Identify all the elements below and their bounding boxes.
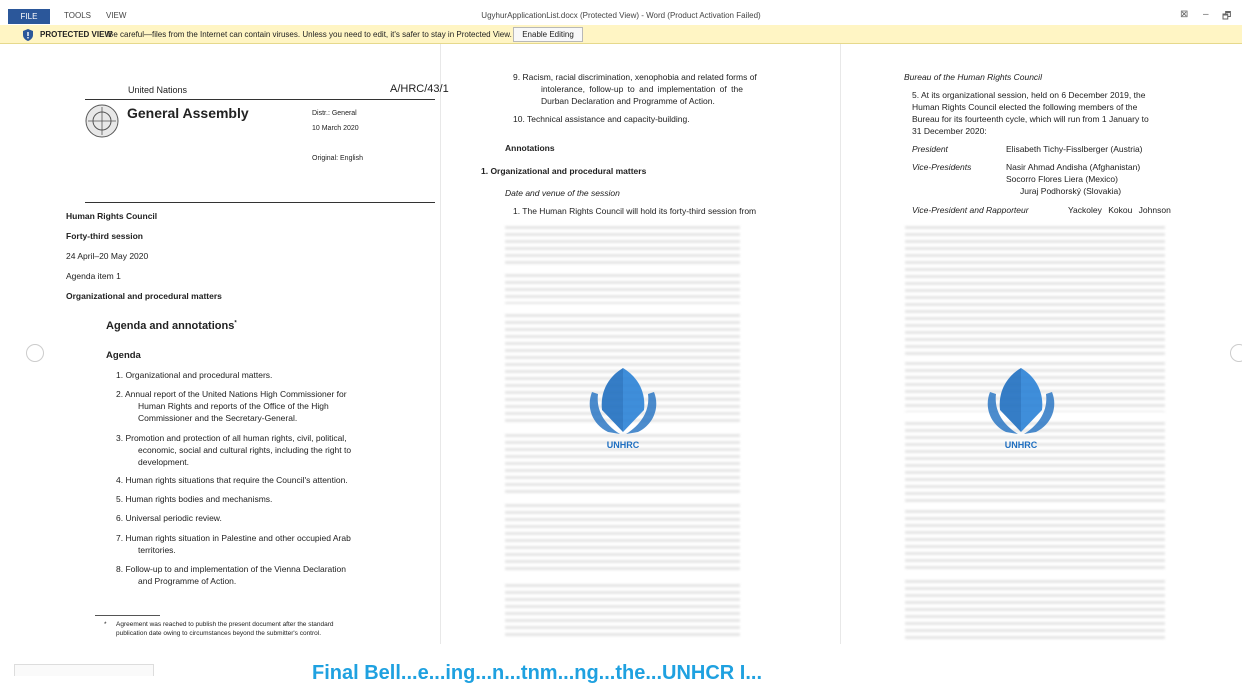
unhrc-logo-text: UNHRC (606, 440, 640, 450)
shield-icon (22, 29, 34, 41)
protected-view-message: Be careful—files from the Internet can contain viruses. Unless you need to edit, it's safer to stay in Protected View. (108, 30, 512, 39)
vice-president-1: Nasir Ahmad Andisha (Afghanistan) (1006, 162, 1141, 172)
file-menu[interactable]: FILE (8, 9, 50, 24)
protected-view-label: PROTECTED VIEW (40, 30, 113, 39)
footnote-rule (95, 615, 160, 616)
date-venue-heading: Date and venue of the session (505, 188, 620, 198)
agenda-item-9-line-3: Durban Declaration and Programme of Action. (541, 96, 715, 106)
rapporteur-name: Yackoley Kokou Johnson (1068, 205, 1171, 215)
doc-date: 10 March 2020 (312, 125, 359, 132)
paragraph-5-line-1: 5. At its organizational session, held on 6 December 2019, the (912, 90, 1146, 100)
page-divider (840, 44, 841, 644)
agenda-item-line: 5. Human rights bodies and mechanisms. (116, 494, 273, 504)
session-name: Forty-third session (66, 231, 143, 241)
distr-label: Distr.: General (312, 110, 357, 117)
paragraph-1-start: 1. The Human Rights Council will hold its forty-third session from (513, 206, 757, 216)
council-name: Human Rights Council (66, 211, 158, 221)
agenda-item-line: 3. Promotion and protection of all human rights, civil, political, (116, 433, 347, 443)
unhrc-logo-text: UNHRC (1004, 440, 1038, 450)
footnote-line-2: publication date owing to circumstances beyond the submitter's control. (116, 630, 322, 637)
un-label: United Nations (128, 85, 188, 95)
agenda-item-10: 10. Technical assistance and capacity-building. (513, 114, 690, 124)
blurred-text (905, 580, 1165, 640)
next-page-button[interactable] (1230, 344, 1242, 362)
maximize-button[interactable]: 🗗 (1222, 11, 1232, 22)
general-assembly-title: General Assembly (127, 105, 249, 121)
agenda-item-line: territories. (138, 545, 176, 555)
annotations-heading: Annotations (505, 143, 555, 153)
blurred-text (505, 274, 740, 304)
heading-footnote-mark: * (234, 320, 237, 327)
agenda-subheading: Agenda (106, 350, 141, 361)
document-viewer[interactable] (0, 44, 1242, 676)
un-emblem-icon (85, 104, 119, 138)
section-rule (85, 202, 435, 203)
agenda-item-line: 2. Annual report of the United Nations High Commissioner for (116, 389, 347, 399)
president-label: President (912, 144, 948, 154)
rapporteur-label: Vice-President and Rapporteur (912, 205, 1029, 215)
agenda-heading-text: Agenda and annotations (106, 320, 235, 332)
agenda-item-line: and Programme of Action. (138, 576, 237, 586)
original-language: Original: English (312, 155, 363, 162)
unhrc-logo-icon (578, 362, 668, 452)
agenda-item-line: 7. Human rights situation in Palestine and other occupied Arab (116, 533, 351, 543)
minimize-button[interactable]: – (1203, 9, 1209, 20)
document-symbol: A/HRC/43/1 (390, 83, 449, 95)
view-menu[interactable]: VIEW (106, 11, 127, 20)
agenda-item-label: Agenda item 1 (66, 271, 121, 281)
agenda-item-line: economic, social and cultural rights, including the right to (138, 445, 352, 455)
blurred-text (905, 510, 1165, 570)
enable-editing-button[interactable]: Enable Editing (513, 27, 583, 42)
previous-page-button[interactable] (26, 344, 44, 362)
blurred-text (505, 226, 740, 266)
page-divider (440, 44, 441, 644)
bottom-banner-text: Final Bell...e...ing...n...tnm...ng...the...UNHCR I... (312, 662, 763, 684)
blurred-text (505, 584, 740, 639)
bureau-heading: Bureau of the Human Rights Council (904, 72, 1042, 82)
agenda-item-9-line-1: 9. Racism, racial discrimination, xenophobia and related forms of (513, 72, 757, 82)
title-bar (0, 0, 1242, 25)
agenda-item-9-line-2: intolerance, follow-up to and implementation of the (541, 84, 743, 94)
unhrc-logo-icon (976, 362, 1066, 452)
agenda-item-line: 8. Follow-up to and implementation of the Vienna Declaration (116, 564, 346, 574)
footnote-line-1: Agreement was reached to publish the present document after the standard (116, 621, 334, 628)
vice-presidents-label: Vice-Presidents (912, 162, 972, 172)
agenda-item-line: development. (138, 457, 190, 467)
protected-view-bar (0, 25, 1242, 44)
ribbon-display-icon[interactable]: ⊠ (1180, 9, 1189, 20)
agenda-item-line: 4. Human rights situations that require the Council's attention. (116, 475, 348, 485)
agenda-item-line: 1. Organizational and procedural matters. (116, 370, 273, 380)
paragraph-5-line-3: Bureau for its fourteenth cycle, which will run from 1 January to (912, 114, 1149, 124)
window-title: UgyhurApplicationList.docx (Protected View) - Word (Product Activation Failed) (481, 11, 761, 20)
header-rule (85, 99, 435, 100)
tools-menu[interactable]: TOOLS (64, 11, 91, 20)
agenda-item-line: Commissioner and the Secretary-General. (138, 413, 298, 423)
agenda-heading (106, 320, 237, 332)
blurred-text (505, 504, 740, 574)
vice-president-3: Juraj Podhorský (Slovakia) (1020, 186, 1122, 196)
blurred-text (905, 226, 1165, 356)
paragraph-5-line-4: 31 December 2020: (912, 126, 987, 136)
section-1-heading: 1. Organizational and procedural matters (481, 166, 647, 176)
matters-label: Organizational and procedural matters (66, 291, 222, 301)
paragraph-5-line-2: Human Rights Council elected the following members of the (912, 102, 1138, 112)
session-dates: 24 April–20 May 2020 (66, 251, 149, 261)
president-name: Elisabeth Tichy-Fisslberger (Austria) (1006, 144, 1143, 154)
agenda-item-line: 6. Universal periodic review. (116, 513, 222, 523)
footnote-mark: * (104, 621, 107, 628)
status-tab (14, 664, 154, 676)
agenda-item-line: Human Rights and reports of the Office of the High (138, 401, 329, 411)
vice-president-2: Socorro Flores Liera (Mexico) (1006, 174, 1118, 184)
